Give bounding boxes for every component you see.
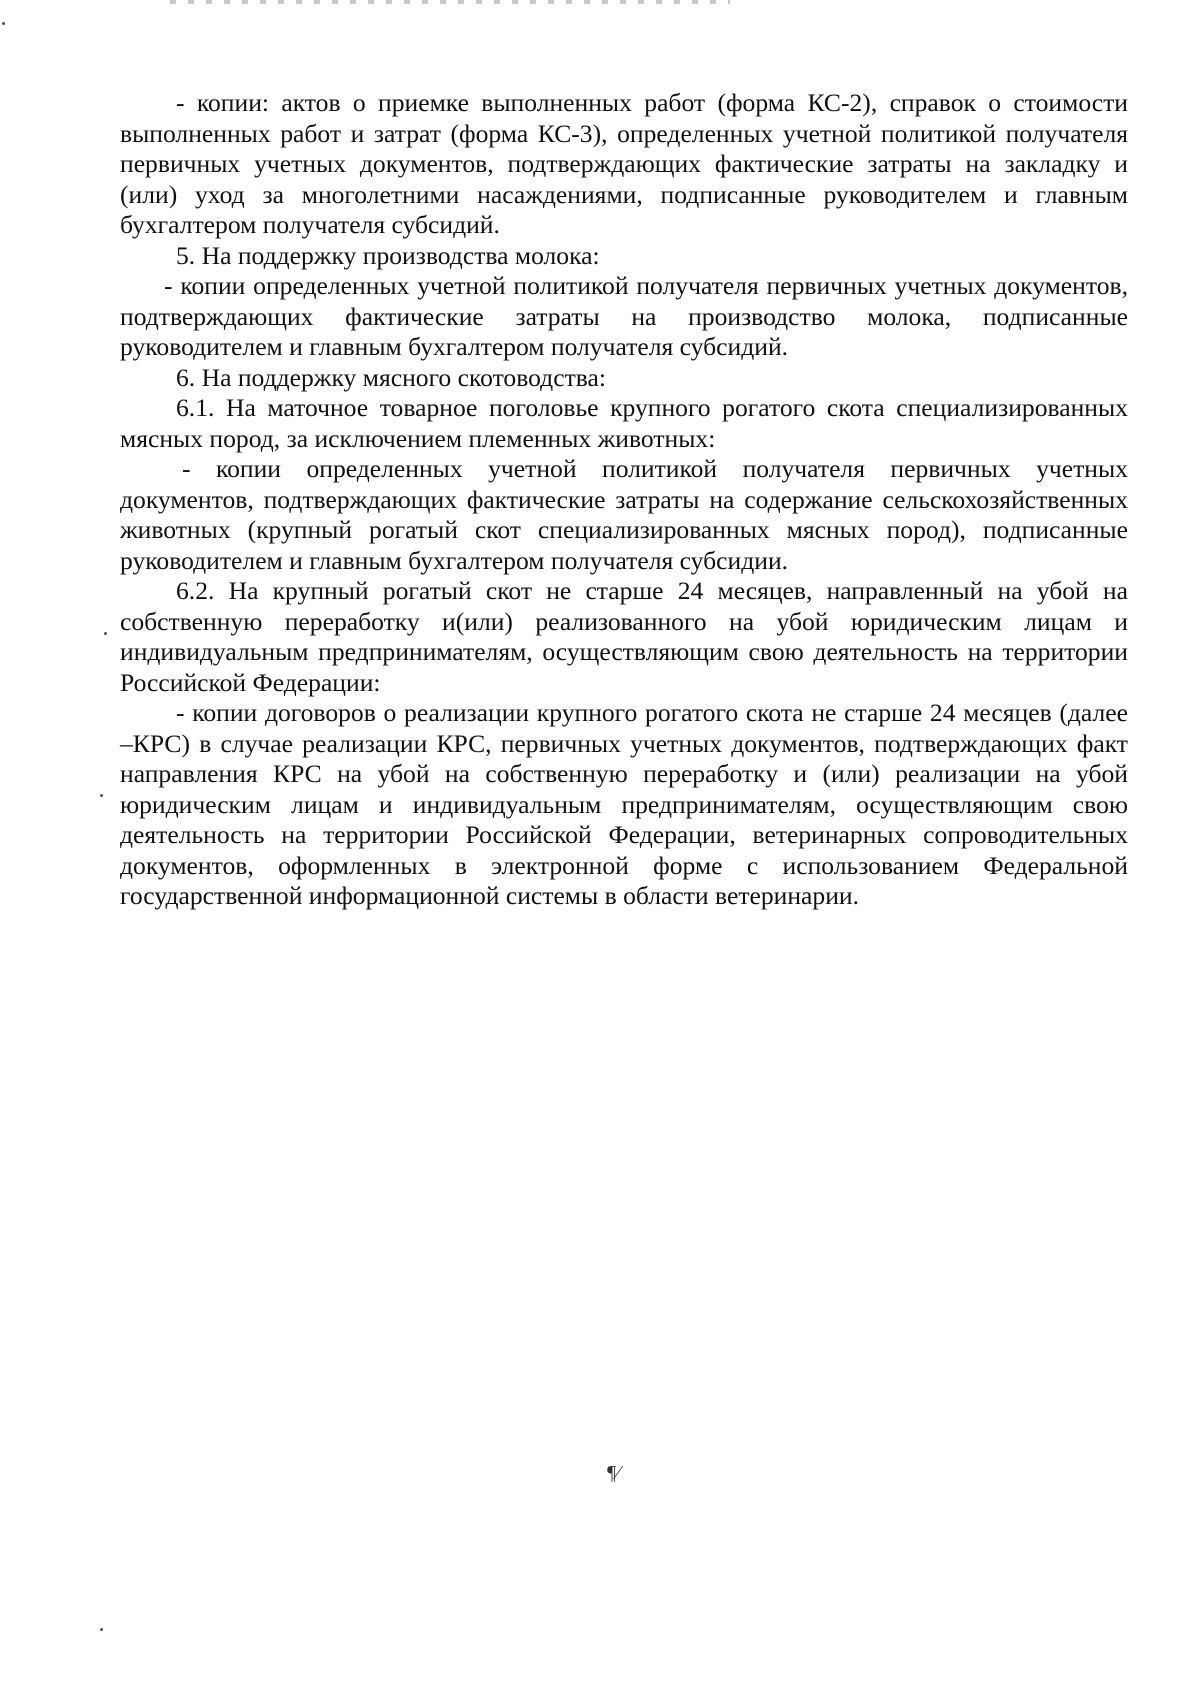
scan-speck — [100, 1628, 103, 1631]
scan-speck — [104, 632, 107, 635]
heading-milk-support: 5. На поддержку производства молока: — [176, 240, 600, 270]
heading-6-1-breeding-stock: 6.1. На маточное товарное поголовье крупного рогатого скота специализированных мясных пород, за исключением племенных животных: — [120, 393, 1128, 453]
heading-beef-support: 6. На поддержку мясного скотоводства: — [176, 362, 606, 392]
paragraph-6-2-copies: - копии договоров о реализации крупного рогатого скота не старше 24 месяцев (далее –КРС) в случае реализации КРС, первичных учетных документов, подтверждающих факт направления КРС на убой на собственную переработку и (или) реализации на убой юридическим лицам и индивидуальным предпринимателям, осуществляющим свою деятельность на территории Российской Федерации, ветеринарных сопроводительных документов, оформленных в электронной форме с использованием Федеральной государственной информационной системы в области ветеринарии. — [120, 698, 1128, 910]
paragraph-6-1-copies: - копии определенных учетной политикой получателя первичных учетных документов, подтверждающих фактические затраты на содержание сельскохозяйственных животных (крупный рогатый скот специализированных мясных пород), подписанные руководителем и главным бухгалтером получателя субсидии. — [120, 454, 1128, 575]
page-mark: ¶⁄ — [606, 1462, 620, 1484]
paragraph-ks-copies: - копии: актов о приемке выполненных работ (форма КС-2), справок о стоимости выполненных работ и затрат (форма КС-3), определенных учетной политикой получателя первичных учетных документов, подтверждающих фактические затраты на закладку и (или) уход за многолетними насаждениями, подписанные руководителем и главным бухгалтером получателя субсидий. — [120, 88, 1128, 239]
document-body — [120, 88, 1128, 912]
heading-6-2-young-cattle: 6.2. На крупный рогатый скот не старше 24 месяцев, направленный на убой на собственную переработку и(или) реализованного на убой юридическим лицам и индивидуальным предпринимателям, осуществляющим свою деятельность на территории Российской Федерации: — [120, 576, 1128, 697]
scan-speck — [100, 794, 103, 797]
scan-artifact-top — [170, 0, 730, 4]
paragraph-milk-copies: - копии определенных учетной политикой получателя первичных учетных документов, подтверждающих фактические затраты на производство молока, подписанные руководителем и главным бухгалтером получателя субсидий. — [120, 271, 1128, 361]
scan-speck — [2, 22, 5, 25]
